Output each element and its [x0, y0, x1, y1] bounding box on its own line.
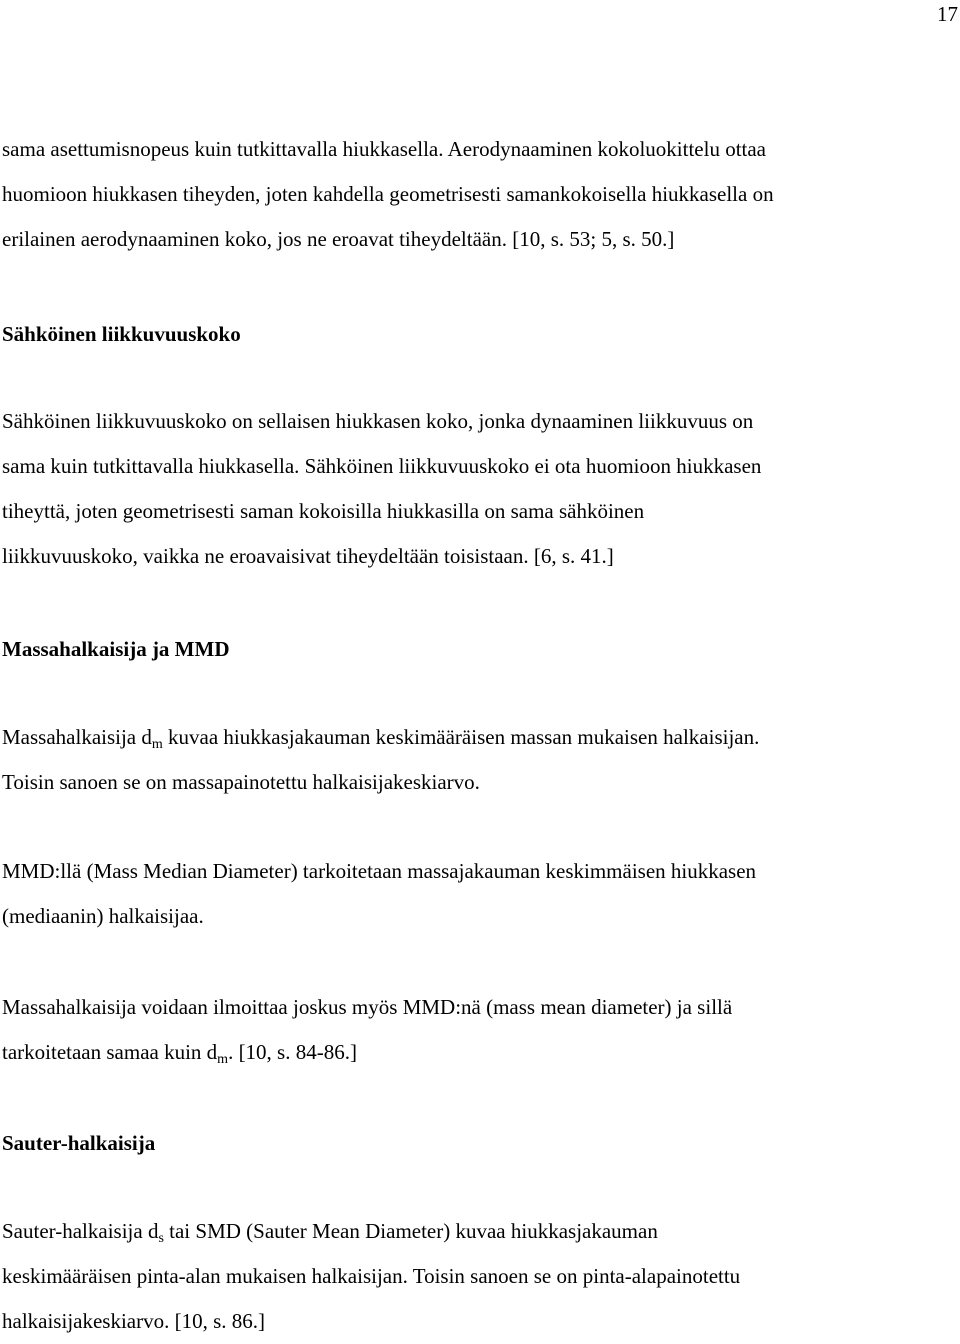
text-segment: kuvaa hiukkasjakauman keskimääräisen massan mukaisen halkaisijan. — [162, 725, 760, 749]
heading-electrical-mobility-size: Sähköinen liikkuvuuskoko — [2, 322, 241, 346]
paragraph-line — [2, 1209, 954, 1254]
subscript: m — [151, 737, 163, 752]
page-number: 17 — [937, 2, 958, 26]
text-segment: . [10, s. 84-86.] — [228, 1040, 357, 1064]
paragraph-line: huomioon hiukkasen tiheyden, joten kahdella geometrisesti samankokoisella hiukkasella on — [2, 182, 774, 206]
paragraph-sauter-diameter — [2, 1209, 954, 1344]
paragraph-line: tiheyttä, joten geometrisesti saman kokoisilla hiukkasilla on sama sähköinen — [2, 499, 645, 523]
paragraph-line — [2, 715, 954, 760]
paragraph-aerodynamic-size — [2, 127, 954, 262]
subscript: m — [217, 1052, 229, 1067]
paragraph-line: (mediaanin) halkaisijaa. — [2, 904, 204, 928]
paragraph-line — [2, 1030, 954, 1075]
paragraph-line: sama kuin tutkittavalla hiukkasella. Sähköinen liikkuvuuskoko ei ota huomioon hiukkasen — [2, 454, 762, 478]
paragraph-line: Massahalkaisija voidaan ilmoittaa joskus myös MMD:nä (mass mean diameter) ja sillä — [2, 995, 733, 1019]
paragraph-line: keskimääräisen pinta-alan mukaisen halkaisijan. Toisin sanoen se on pinta-alapainotettu — [2, 1264, 741, 1288]
paragraph-line: MMD:llä (Mass Median Diameter) tarkoitetaan massajakauman keskimmäisen hiukkasen — [2, 859, 757, 883]
paragraph-electrical-mobility-size — [2, 399, 954, 579]
paragraph-line: erilainen aerodynaaminen koko, jos ne eroavat tiheydeltään. [10, s. 53; 5, s. 50.] — [2, 227, 675, 251]
heading-sauter-diameter: Sauter-halkaisija — [2, 1131, 156, 1155]
heading-mass-diameter-mmd: Massahalkaisija ja MMD — [2, 637, 230, 661]
text-segment: Massahalkaisija d — [2, 725, 152, 749]
text-segment: tai SMD (Sauter Mean Diameter) kuvaa hiukkasjakauman — [163, 1219, 658, 1243]
paragraph-mass-mean-diameter — [2, 985, 954, 1075]
paragraph-mass-diameter — [2, 715, 954, 804]
text-segment: Sauter-halkaisija d — [2, 1219, 159, 1243]
paragraph-line: sama asettumisnopeus kuin tutkittavalla hiukkasella. Aerodynaaminen kokoluokittelu ottaa — [2, 137, 766, 161]
paragraph-line: Toisin sanoen se on massapainotettu halkaisijakeskiarvo. — [2, 769, 480, 794]
paragraph-mmd-definition — [2, 849, 954, 939]
paragraph-line: liikkuvuuskoko, vaikka ne eroavaisivat tiheydeltään toisistaan. [6, s. 41.] — [2, 544, 614, 568]
paragraph-line: Sähköinen liikkuvuuskoko on sellaisen hiukkasen koko, jonka dynaaminen liikkuvuus on — [2, 409, 754, 433]
text-segment: tarkoitetaan samaa kuin d — [2, 1040, 218, 1064]
paragraph-line: halkaisijakeskiarvo. [10, s. 86.] — [2, 1309, 266, 1333]
subscript: s — [158, 1231, 164, 1246]
